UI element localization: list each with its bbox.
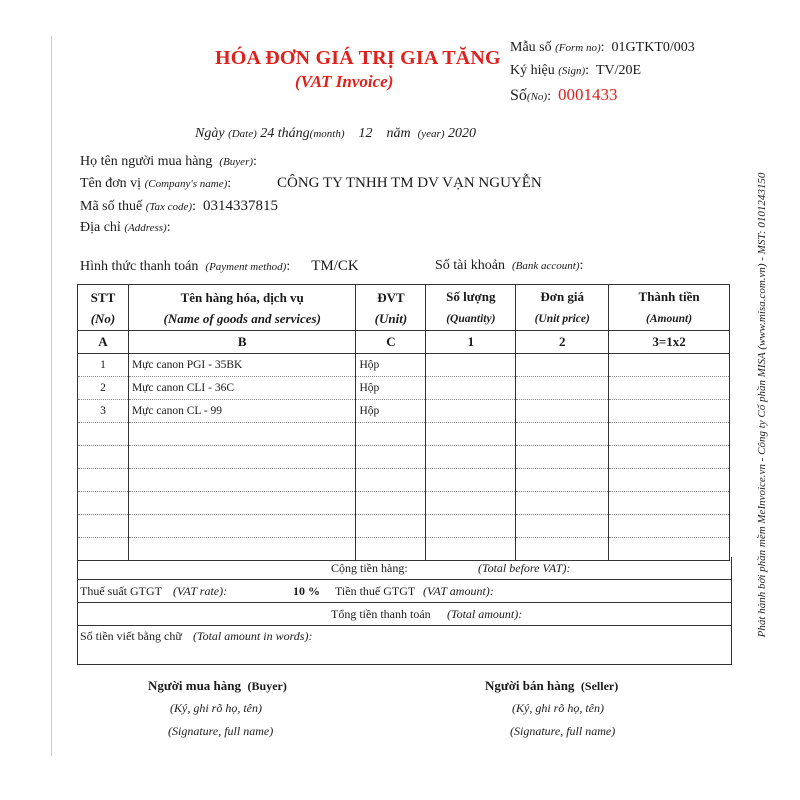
seller-signature-hint-en: (Signature, full name) bbox=[510, 724, 616, 738]
tax-code-value: 0314337815 bbox=[202, 198, 278, 214]
table-row: 3 Mực canon CL - 99 Hộp bbox=[78, 400, 730, 423]
buyer-signature-hint: (Ký, ghi rõ họ, tên) bbox=[170, 701, 262, 715]
table-row-empty bbox=[78, 469, 730, 492]
company-row: Tên đơn vị (Company's name): bbox=[80, 176, 232, 191]
col-header-price: Đơn giá (Unit price) bbox=[516, 285, 609, 331]
total-row: Tổng tiền thanh toán (Total amount): bbox=[77, 603, 732, 626]
vat-row: Thuế suất GTGT (VAT rate): 10 % Tiền thuế GTGT (VAT amount): bbox=[77, 580, 732, 603]
amount-in-words-row: Số tiền viết bằng chữ (Total amount in words): bbox=[77, 626, 732, 665]
table-row-empty bbox=[78, 515, 730, 538]
buyer-name-row: Họ tên người mua hàng (Buyer): bbox=[80, 154, 257, 169]
table-row: 2 Mực canon CLI - 36C Hộp bbox=[78, 377, 730, 400]
seller-signature-title: Người bán hàng (Seller) bbox=[485, 678, 619, 693]
invoice-date: Ngày (Date) 24 tháng(month) 12 năm (year) 2020 bbox=[195, 126, 476, 141]
column-code-row: A B C 1 2 3=1x2 bbox=[78, 331, 730, 354]
col-header-unit: ĐVT (Unit) bbox=[356, 285, 426, 331]
company-value: CÔNG TY TNHH TM DV VẠN NGUYỄN bbox=[277, 175, 542, 191]
table-header-row bbox=[78, 285, 730, 331]
publisher-side-text: Phát hành bởi phần mềm MeInvoice.vn - Công ty Cổ phần MISA (www.misa.com.vn) - MST: 0101243150 bbox=[756, 172, 768, 638]
table-row-empty bbox=[78, 446, 730, 469]
table-row-empty bbox=[78, 492, 730, 515]
table-row: 1 Mực canon PGI - 35BK Hộp bbox=[78, 354, 730, 377]
invoice-no-value: 0001433 bbox=[557, 85, 618, 104]
subtotal-row: Cộng tiền hàng: (Total before VAT): bbox=[77, 557, 732, 580]
col-header-stt: STT (No) bbox=[78, 285, 129, 331]
col-header-qty: Số lượng (Quantity) bbox=[426, 285, 516, 331]
col-header-name: Tên hàng hóa, dịch vụ (Name of goods and services) bbox=[128, 285, 356, 331]
bank-account-row: Số tài khoản (Bank account): bbox=[435, 258, 584, 273]
page-edge bbox=[51, 36, 52, 756]
sign-value: TV/20E bbox=[596, 63, 642, 78]
invoice-no: Số(No): 0001433 bbox=[510, 85, 618, 104]
col-header-amount: Thành tiền (Amount) bbox=[609, 285, 730, 331]
address-row: Địa chỉ (Address): bbox=[80, 220, 171, 235]
items-table bbox=[77, 284, 730, 561]
sign-no: Ký hiệu (Sign): TV/20E bbox=[510, 63, 642, 78]
form-no-value: 01GTKT0/003 bbox=[611, 40, 695, 55]
buyer-signature-title: Người mua hàng (Buyer) bbox=[148, 678, 287, 693]
buyer-signature-hint-en: (Signature, full name) bbox=[168, 724, 274, 738]
table-row-empty bbox=[78, 423, 730, 446]
vat-rate-value: 10 % bbox=[293, 584, 320, 598]
seller-signature-hint: (Ký, ghi rõ họ, tên) bbox=[512, 701, 604, 715]
tax-code-row: Mã số thuế (Tax code): 0314337815 bbox=[80, 198, 278, 214]
payment-row: Hình thức thanh toán (Payment method): TM/CK bbox=[80, 258, 359, 274]
payment-value: TM/CK bbox=[311, 258, 359, 274]
invoice-title: HÓA ĐƠN GIÁ TRỊ GIA TĂNG bbox=[215, 47, 501, 69]
form-no: Mẫu số (Form no): 01GTKT0/003 bbox=[510, 40, 695, 55]
invoice-title-en: (VAT Invoice) bbox=[295, 72, 394, 91]
